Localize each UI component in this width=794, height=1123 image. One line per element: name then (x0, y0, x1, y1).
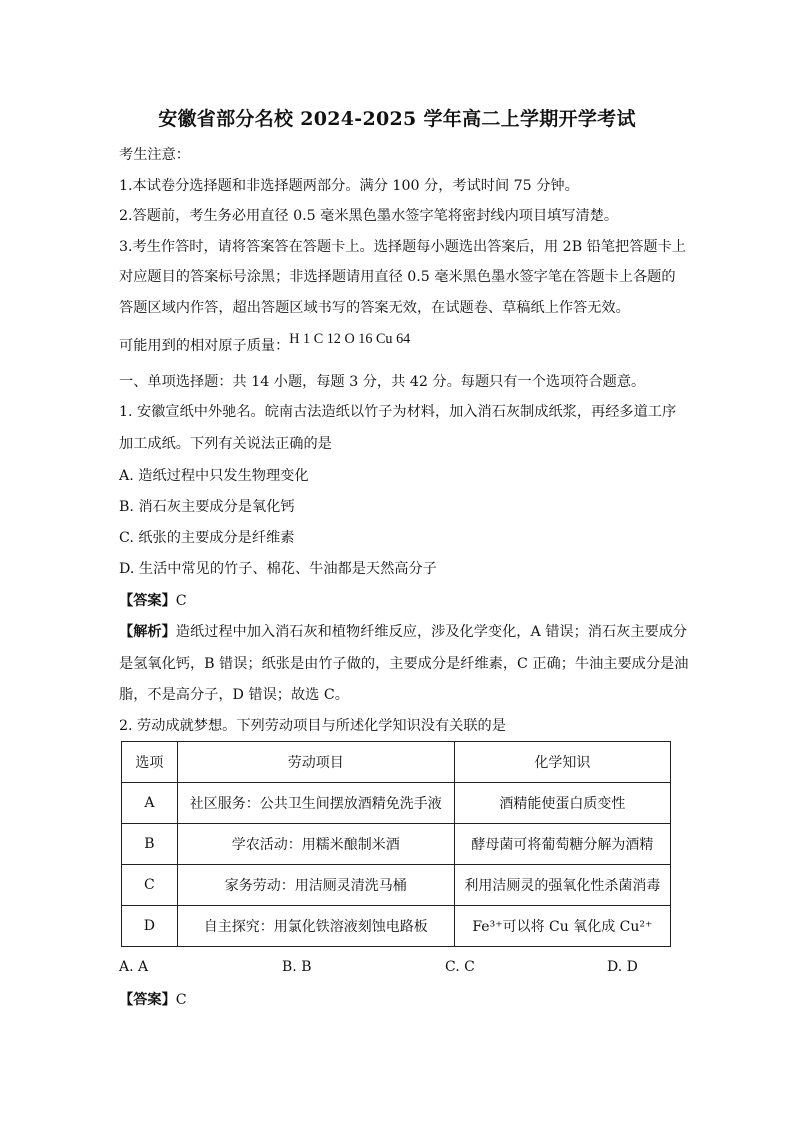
q1-option-c: C. 纸张的主要成分是纤维素 (119, 530, 295, 546)
table-header-cell: 选项 (122, 742, 178, 783)
table-header-cell: 劳动项目 (177, 742, 454, 783)
table-row (122, 906, 671, 947)
table-row (122, 865, 671, 906)
q2-answer (119, 990, 187, 1010)
q1-option-a: A. 造纸过程中只发生物理变化 (119, 468, 309, 484)
answer-value: C (175, 992, 187, 1008)
q1-stem-line-2: 加工成纸。下列有关说法正确的是 (119, 436, 332, 452)
notice-item-3: 3.考生作答时，请将答案答在答题卡上。选择题每小题选出答案后，用 2B 铅笔把答题卡上 (119, 239, 686, 255)
answer-label: 【答案】 (119, 992, 176, 1008)
atomic-masses (119, 331, 411, 356)
notice-item-3-cont-1: 对应题目的答案标号涂黑；非选择题请用直径 0.5 毫米黑色墨水签字笔在答题卡上各题的 (119, 269, 676, 285)
table-header-row (122, 742, 671, 783)
table-cell: Fe³⁺可以将 Cu 氧化成 Cu²⁺ (454, 906, 670, 947)
table-cell: 社区服务：公共卫生间摆放酒精免洗手液 (177, 783, 454, 824)
notice-item-1: 1.本试卷分选择题和非选择题两部分。满分 100 分，考试时间 75 分钟。 (119, 178, 579, 194)
answer-value: C (175, 593, 187, 609)
q2-table (121, 741, 671, 947)
table-cell: D (122, 906, 178, 947)
notice-item-2: 2.答题前，考生务必用直径 0.5 毫米黑色墨水签字笔将密封线内项目填写清楚。 (119, 208, 619, 224)
table-cell: C (122, 865, 178, 906)
q1-analysis-line-2: 是氢氧化钙，B 错误；纸张是由竹子做的，主要成分是纤维素，C 正确；牛油主要成分是油 (119, 656, 689, 672)
table-cell: 学农活动：用糯米酿制米酒 (177, 824, 454, 865)
table-cell: 利用洁厕灵的强氧化性杀菌消毒 (454, 865, 670, 906)
analysis-label: 【解析】 (119, 624, 176, 640)
table-cell: 酒精能使蛋白质变性 (454, 783, 670, 824)
q2-option-d: D. D (607, 959, 638, 975)
q1-analysis-line-1 (119, 622, 687, 642)
table-cell: A (122, 783, 178, 824)
q1-option-d: D. 生活中常见的竹子、棉花、牛油都是天然高分子 (119, 561, 437, 577)
table-cell: 家务劳动：用洁厕灵清洗马桶 (177, 865, 454, 906)
q2-stem: 2. 劳动成就梦想。下列劳动项目与所述化学知识没有关联的是 (119, 718, 506, 734)
analysis-text: 造纸过程中加入消石灰和植物纤维反应，涉及化学变化，A 错误；消石灰主要成分 (175, 624, 688, 640)
q1-answer (119, 591, 187, 611)
q1-stem-line-1: 1. 安徽宣纸中外驰名。皖南古法造纸以竹子为材料，加入消石灰制成纸浆，再经多道工序 (119, 404, 677, 420)
table-cell: 自主探究：用氯化铁溶液刻蚀电路板 (177, 906, 454, 947)
atomic-masses-label: 可能用到的相对原子质量： (119, 338, 290, 354)
q2-option-b: B. B (282, 959, 312, 975)
atomic-masses-values: H 1 C 12 O 16 Cu 64 (289, 331, 411, 347)
page-title: 安徽省部分名校 2024-2025 学年高二上学期开学考试 (158, 108, 636, 130)
table-cell: B (122, 824, 178, 865)
notice-heading: 考生注意： (119, 147, 190, 163)
q2-option-a: A. A (119, 959, 149, 975)
table-row (122, 783, 671, 824)
q2-option-c: C. C (445, 959, 475, 975)
notice-item-3-cont-2: 答题区域内作答，超出答题区域书写的答案无效，在试题卷、草稿纸上作答无效。 (119, 300, 630, 316)
table-row (122, 824, 671, 865)
table-cell: 酵母菌可将葡萄糖分解为酒精 (454, 824, 670, 865)
table-header-cell: 化学知识 (454, 742, 670, 783)
q1-analysis-line-3: 脂，不是高分子，D 错误；故选 C。 (119, 687, 349, 703)
section-heading: 一、单项选择题：共 14 小题，每题 3 分，共 42 分。每题只有一个选项符合题意。 (119, 374, 646, 390)
answer-label: 【答案】 (119, 593, 176, 609)
q1-option-b: B. 消石灰主要成分是氧化钙 (119, 499, 295, 515)
